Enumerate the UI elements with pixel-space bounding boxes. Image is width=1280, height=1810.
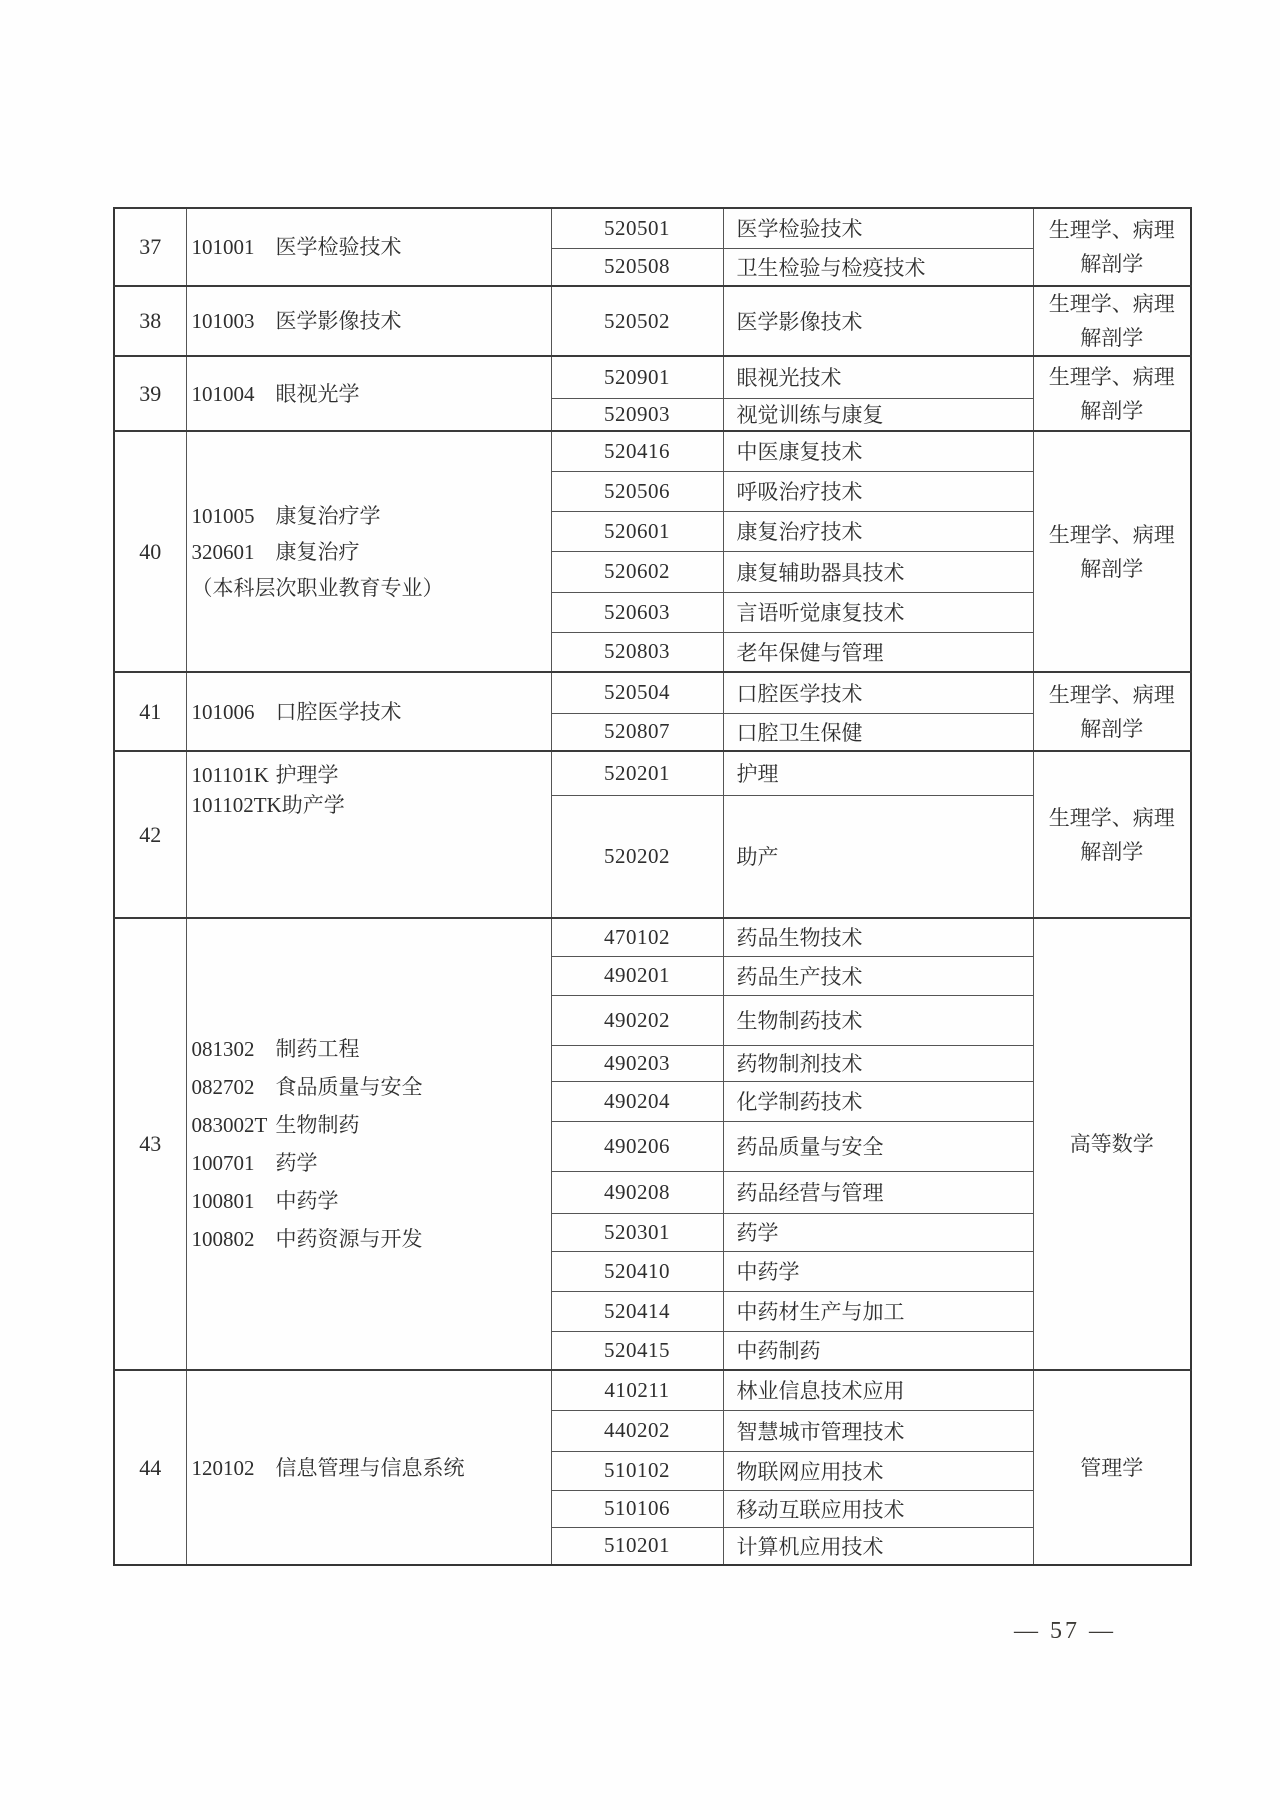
table-row [114,286,1191,356]
vocational-name-cell: 药品质量与安全 [723,1121,1033,1171]
vocational-name-cell: 视觉训练与康复 [723,398,1033,431]
undergrad-major-name: 康复治疗 [275,539,360,564]
vocational-name-cell: 药物制剂技术 [723,1045,1033,1081]
major-line [192,1144,547,1182]
exam-subject-cell: 管理学 [1033,1370,1191,1565]
table-row [114,918,1191,956]
undergrad-major-code: 100801 [191,1189,255,1213]
vocational-name-cell: 物联网应用技术 [723,1451,1033,1490]
undergrad-major-name: （本科层次职业教育专业） [191,575,444,600]
major-line [192,498,547,534]
major-line [192,1182,547,1220]
vocational-code-cell: 520601 [551,511,723,551]
vocational-code-cell: 470102 [551,918,723,956]
undergrad-major-code: 101006 [191,699,255,724]
vocational-code-cell: 520807 [551,713,723,751]
vocational-name-cell: 计算机应用技术 [723,1527,1033,1565]
vocational-name-cell: 眼视光技术 [723,356,1033,398]
exam-subject-cell: 高等数学 [1033,918,1191,1370]
table-row [114,672,1191,713]
undergrad-major-name: 生物制药 [275,1113,360,1137]
undergrad-major-name: 眼视光学 [275,381,360,406]
table-row [114,208,1191,248]
undergraduate-major-cell [186,672,551,751]
row-number-cell: 37 [114,208,186,286]
vocational-name-cell: 护理 [723,751,1033,795]
vocational-code-cell: 520506 [551,471,723,511]
undergraduate-major-cell [186,431,551,672]
vocational-code-cell: 520416 [551,431,723,471]
vocational-code-cell: 490208 [551,1171,723,1213]
undergrad-major-name: 医学检验技术 [275,235,402,259]
row-number-cell: 41 [114,672,186,751]
table-row [114,1370,1191,1410]
undergrad-major-name: 护理学 [275,763,339,787]
vocational-code-cell: 520903 [551,398,723,431]
undergrad-major-code: 101005 [191,503,255,528]
undergraduate-major-cell [186,751,551,918]
vocational-name-cell: 药品经营与管理 [723,1171,1033,1213]
major-line [192,790,547,820]
undergraduate-major-cell [186,208,551,286]
vocational-code-cell: 490201 [551,956,723,995]
table-row [114,431,1191,471]
undergrad-major-code: 100802 [191,1227,255,1251]
row-number-cell: 44 [114,1370,186,1565]
major-mapping-table [113,207,1192,1566]
table-row [114,751,1191,795]
vocational-code-cell: 520410 [551,1251,723,1291]
undergrad-major-code: 101004 [191,381,255,406]
vocational-code-cell: 510201 [551,1527,723,1565]
vocational-code-cell: 490203 [551,1045,723,1081]
major-line [192,230,547,264]
major-line [192,570,547,606]
vocational-code-cell: 520501 [551,208,723,248]
vocational-code-cell: 490202 [551,995,723,1045]
major-line [192,1068,547,1106]
undergraduate-major-cell [186,1370,551,1565]
vocational-name-cell: 药品生产技术 [723,956,1033,995]
vocational-code-cell: 520803 [551,632,723,672]
major-line [192,1106,547,1144]
vocational-code-cell: 520602 [551,551,723,592]
vocational-name-cell: 林业信息技术应用 [723,1370,1033,1410]
vocational-code-cell: 520508 [551,248,723,286]
undergrad-major-code: 083002T [191,1113,268,1137]
vocational-name-cell: 康复辅助器具技术 [723,551,1033,592]
undergrad-major-code: 101003 [191,309,255,333]
vocational-code-cell: 520415 [551,1331,723,1370]
major-line [192,1451,547,1485]
exam-subject-cell: 生理学、病理解剖学 [1033,431,1191,672]
major-line [192,695,547,729]
exam-subject-cell: 生理学、病理解剖学 [1033,751,1191,918]
exam-subject-cell: 生理学、病理解剖学 [1033,208,1191,286]
vocational-name-cell: 生物制药技术 [723,995,1033,1045]
exam-subject-cell: 生理学、病理解剖学 [1033,286,1191,356]
vocational-name-cell: 口腔卫生保健 [723,713,1033,751]
vocational-name-cell: 老年保健与管理 [723,632,1033,672]
undergrad-major-name: 康复治疗学 [275,503,381,528]
vocational-name-cell: 中药材生产与加工 [723,1291,1033,1331]
vocational-name-cell: 口腔医学技术 [723,672,1033,713]
undergraduate-major-cell [186,286,551,356]
undergrad-major-name: 信息管理与信息系统 [275,1455,465,1480]
vocational-code-cell: 520202 [551,795,723,918]
undergraduate-major-cell [186,356,551,431]
row-number-cell: 38 [114,286,186,356]
row-number-cell: 42 [114,751,186,918]
undergrad-major-code: 101101K [191,763,269,787]
major-line [192,304,547,338]
undergrad-major-name: 中药学 [275,1189,339,1213]
vocational-name-cell: 药学 [723,1213,1033,1251]
vocational-code-cell: 510106 [551,1490,723,1527]
row-number-cell: 39 [114,356,186,431]
vocational-name-cell: 中医康复技术 [723,431,1033,471]
vocational-name-cell: 移动互联应用技术 [723,1490,1033,1527]
vocational-name-cell: 助产 [723,795,1033,918]
row-number-cell: 43 [114,918,186,1370]
vocational-name-cell: 言语听觉康复技术 [723,592,1033,632]
vocational-code-cell: 520603 [551,592,723,632]
undergrad-major-name: 制药工程 [275,1037,360,1061]
undergrad-major-name: 医学影像技术 [275,309,402,333]
vocational-name-cell: 化学制药技术 [723,1081,1033,1121]
vocational-code-cell: 490206 [551,1121,723,1171]
undergrad-major-name: 助产学 [281,793,345,817]
vocational-name-cell: 康复治疗技术 [723,511,1033,551]
major-line [192,377,547,411]
undergrad-major-code: 101001 [191,235,255,259]
vocational-name-cell: 中药制药 [723,1331,1033,1370]
vocational-name-cell: 智慧城市管理技术 [723,1410,1033,1451]
vocational-name-cell: 中药学 [723,1251,1033,1291]
major-line [192,760,547,790]
vocational-code-cell: 490204 [551,1081,723,1121]
table-row [114,356,1191,398]
undergrad-major-code: 082702 [191,1075,255,1099]
page-number: — 57 — [1014,1618,1116,1644]
vocational-code-cell: 520301 [551,1213,723,1251]
vocational-code-cell: 520504 [551,672,723,713]
vocational-name-cell: 卫生检验与检疫技术 [723,248,1033,286]
vocational-code-cell: 440202 [551,1410,723,1451]
row-number-cell: 40 [114,431,186,672]
vocational-code-cell: 410211 [551,1370,723,1410]
vocational-code-cell: 520414 [551,1291,723,1331]
vocational-code-cell: 520502 [551,286,723,356]
undergrad-major-name: 药学 [275,1151,318,1175]
vocational-name-cell: 药品生物技术 [723,918,1033,956]
undergrad-major-code: 081302 [191,1037,255,1061]
undergrad-major-name: 口腔医学技术 [275,699,402,724]
major-line [192,1030,547,1068]
undergraduate-major-cell [186,918,551,1370]
vocational-code-cell: 520901 [551,356,723,398]
vocational-code-cell: 510102 [551,1451,723,1490]
vocational-name-cell: 医学影像技术 [723,286,1033,356]
undergrad-major-code: 101102TK [191,793,282,817]
major-line [192,534,547,570]
undergrad-major-name: 食品质量与安全 [275,1075,423,1099]
vocational-code-cell: 520201 [551,751,723,795]
vocational-name-cell: 医学检验技术 [723,208,1033,248]
undergrad-major-code: 120102 [191,1455,255,1480]
major-line [192,1220,547,1258]
exam-subject-cell: 生理学、病理解剖学 [1033,672,1191,751]
undergrad-major-code: 100701 [191,1151,255,1175]
undergrad-major-code: 320601 [191,539,255,564]
vocational-name-cell: 呼吸治疗技术 [723,471,1033,511]
undergrad-major-name: 中药资源与开发 [275,1227,423,1251]
exam-subject-cell: 生理学、病理解剖学 [1033,356,1191,431]
